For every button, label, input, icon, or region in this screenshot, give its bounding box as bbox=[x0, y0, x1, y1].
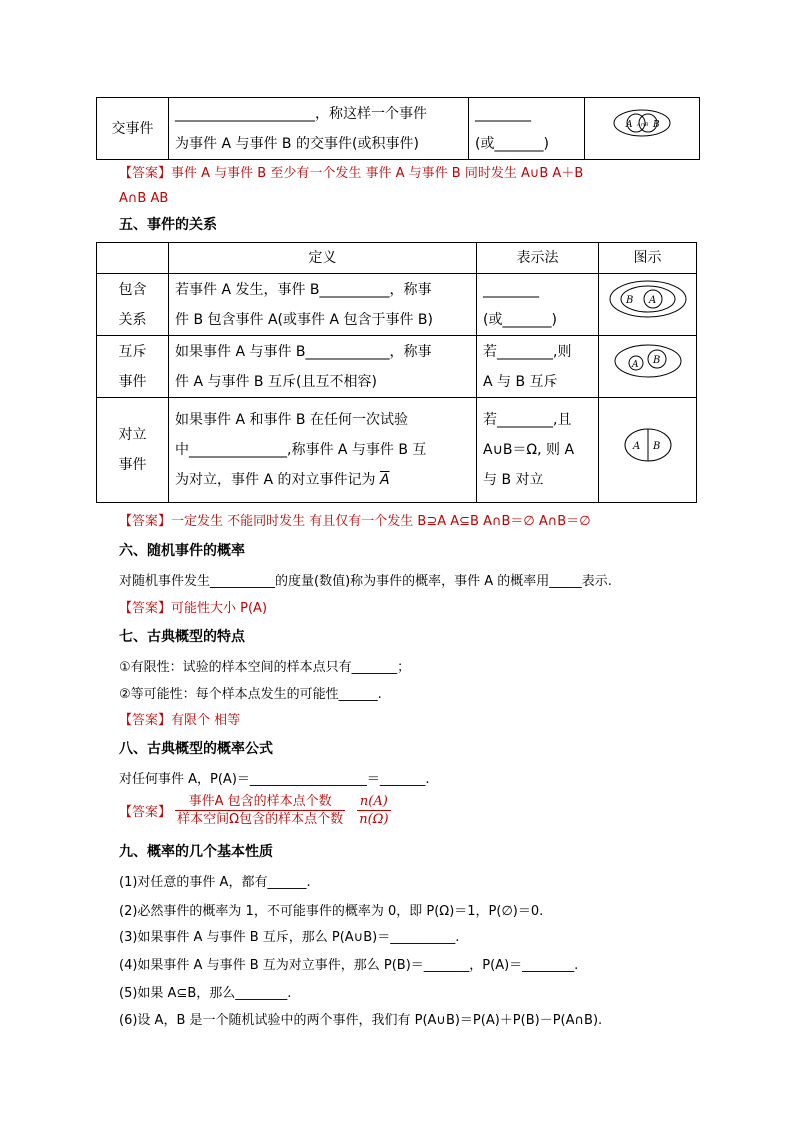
notation-cell bbox=[477, 274, 599, 336]
row-label bbox=[97, 398, 169, 503]
property-line: (6)设 A，B 是一个随机试验中的两个事件，我们有 P(A∪B)＝P(A)＋P(B)－P(A∩B). bbox=[119, 1013, 603, 1028]
section-heading: 五、事件的关系 bbox=[119, 217, 217, 233]
definition-line: 件 B 包含事件 A(或事件 A 包含于事件 B) bbox=[175, 311, 433, 328]
venn-label-a: A bbox=[648, 295, 656, 306]
definition-line: 若事件 A 发生，事件 B__________，称事 bbox=[175, 281, 432, 298]
answer-text: 有限个 相等 bbox=[171, 713, 241, 728]
property-line: (5)如果 A⊆B，那么________. bbox=[119, 986, 292, 1001]
answer-line: A∩B AB bbox=[119, 191, 169, 206]
property-line: (1)对任意的事件 A，都有______. bbox=[119, 875, 311, 890]
answer-text: 事件 A 与事件 B 至少有一个发生 事件 A 与事件 B 同时发生 A∪B A＋B bbox=[171, 166, 584, 181]
row-label-line: 事件 bbox=[118, 373, 147, 390]
answer-block bbox=[119, 793, 391, 828]
body-line: 对任何事件 A，P(A)＝__________________＝_______. bbox=[119, 772, 430, 787]
notation-line: (或_______) bbox=[475, 135, 549, 152]
notation-line: A∪B＝Ω, 则 A bbox=[483, 442, 575, 458]
row-label bbox=[97, 336, 169, 398]
venn-cell bbox=[599, 336, 697, 398]
row-label-line: 对立 bbox=[118, 427, 147, 443]
definition-text: 为对立，事件 A 的对立事件记为 bbox=[175, 472, 376, 488]
body-line: ①有限性：试验的样本空间的样本点只有_______； bbox=[119, 660, 411, 675]
header-figure: 图示 bbox=[599, 243, 697, 274]
definition-line: ____________________，称这样一个事件 bbox=[175, 105, 427, 122]
venn-label-b: B bbox=[652, 355, 660, 366]
notation-cell bbox=[469, 98, 585, 160]
row-label-line: 包含 bbox=[118, 281, 147, 298]
venn-label-a: A bbox=[631, 360, 638, 370]
fraction-numerator: 事件A 包含的样本点个数 bbox=[175, 793, 345, 811]
answer-tag: 【答案】 bbox=[119, 713, 172, 728]
definition-line: 为事件 A 与事件 B 的交事件(或积事件) bbox=[175, 135, 419, 152]
notation-line: 若________,则 bbox=[483, 343, 572, 360]
notation-line: A 与 B 互斥 bbox=[483, 373, 558, 390]
answer-tag: 【答案】 bbox=[119, 514, 172, 529]
definition-cell bbox=[169, 98, 469, 160]
row-label-line: 关系 bbox=[118, 311, 147, 328]
property-line: (4)如果事件 A 与事件 B 互为对立事件，那么 P(B)＝_______，P(A)＝________. bbox=[119, 958, 579, 973]
header-definition: 定义 bbox=[169, 243, 477, 274]
exclusive-venn-diagram bbox=[613, 343, 683, 379]
venn-cell bbox=[585, 98, 700, 160]
definition-cell bbox=[169, 274, 477, 336]
notation-line: 若________,且 bbox=[483, 412, 572, 428]
venn-label-mid: A∩B bbox=[637, 122, 649, 128]
notation-cell bbox=[477, 398, 599, 503]
section-heading: 九、概率的几个基本性质 bbox=[119, 844, 273, 860]
fraction-denominator: n(Ω) bbox=[359, 812, 389, 827]
venn-label-b: B bbox=[653, 120, 660, 130]
venn-label-a: A bbox=[626, 120, 633, 130]
row-label: 交事件 bbox=[97, 98, 169, 160]
answer-text: 一定发生 不能同时发生 有且仅有一个发生 B⊇A A⊆B A∩B＝∅ A∩B＝∅ bbox=[171, 514, 591, 529]
body-line: ②等可能性：每个样本点发生的可能性______. bbox=[119, 687, 382, 702]
definition-line: 如果事件 A 和事件 B 在任何一次试验 bbox=[175, 412, 408, 428]
answer-text: 可能性大小 P(A) bbox=[171, 601, 268, 616]
answer-block bbox=[119, 597, 267, 616]
body-line: 对随机事件发生__________的度量(数值)称为事件的概率，事件 A 的概率用_____表示. bbox=[119, 574, 612, 589]
definition-line: 中______________,称事件 A 与事件 B 互 bbox=[175, 442, 427, 458]
event-relations-table bbox=[96, 242, 697, 503]
answer-block bbox=[119, 510, 591, 529]
header-notation: 表示法 bbox=[477, 243, 599, 274]
definition-cell bbox=[169, 398, 477, 503]
fraction-numerator: n(A) bbox=[357, 793, 390, 811]
answer-fraction bbox=[175, 793, 345, 828]
notation-line: ________ bbox=[483, 281, 539, 298]
property-line: (2)必然事件的概率为 1，不可能事件的概率为 0，即 P(Ω)＝1，P(∅)＝0. bbox=[119, 904, 544, 919]
venn-label-a: A bbox=[632, 440, 640, 452]
answer-line bbox=[119, 161, 583, 186]
notation-cell bbox=[477, 336, 599, 398]
section-heading: 八、古典概型的概率公式 bbox=[119, 741, 273, 757]
intersection-venn-diagram bbox=[612, 108, 672, 138]
answer-tag: 【答案】 bbox=[119, 166, 172, 181]
row-label-line: 事件 bbox=[118, 457, 147, 473]
answer-block bbox=[119, 709, 240, 728]
row-label bbox=[97, 274, 169, 336]
property-line: (3)如果事件 A 与事件 B 互斥，那么 P(A∪B)＝__________. bbox=[119, 930, 460, 945]
venn-cell bbox=[599, 274, 697, 336]
definition-cell bbox=[169, 336, 477, 398]
definition-line bbox=[175, 465, 470, 495]
answer-fraction bbox=[357, 793, 390, 828]
row-label-line: 互斥 bbox=[118, 343, 147, 360]
definition-line: 件 A 与事件 B 互斥(且互不相容) bbox=[175, 373, 377, 390]
venn-cell bbox=[599, 398, 697, 503]
definition-line: 如果事件 A 与事件 B____________，称事 bbox=[175, 343, 432, 360]
venn-label-b: B bbox=[652, 440, 660, 452]
fraction-denominator: 样本空间Ω包含的样本点个数 bbox=[177, 812, 344, 827]
answer-block bbox=[119, 161, 583, 211]
header-empty bbox=[97, 243, 169, 274]
answer-tag: 【答案】 bbox=[119, 601, 172, 616]
intersection-event-table bbox=[96, 97, 700, 160]
answer-tag: 【答案】 bbox=[119, 805, 172, 820]
complement-symbol: $\overline{A}$ bbox=[379, 472, 390, 488]
notation-line: (或_______) bbox=[483, 311, 557, 328]
section-heading: 六、随机事件的概率 bbox=[119, 543, 245, 559]
complement-venn-diagram bbox=[623, 427, 673, 463]
notation-line: ________ bbox=[475, 105, 531, 122]
venn-label-b: B bbox=[625, 295, 633, 306]
notation-line: 与 B 对立 bbox=[483, 472, 544, 488]
section-heading: 七、古典概型的特点 bbox=[119, 629, 245, 645]
inclusion-venn-diagram bbox=[608, 279, 688, 319]
